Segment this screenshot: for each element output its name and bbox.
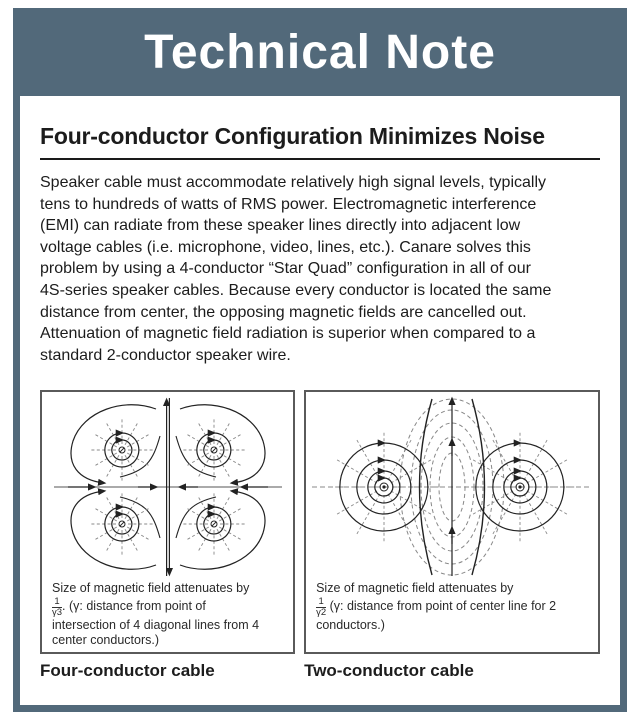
body-line: 4S-series speaker cables. Because every conductor is located the same <box>40 281 552 299</box>
caption-line: $\frac{1}{\gamma 2}$ (γ: distance from point of center line for 2 <box>316 595 557 618</box>
body-line: Attenuation of magnetic field radiation is superior when compared to a <box>40 325 536 343</box>
attenuation-fraction: $\frac{1}{\gamma 2}$ <box>316 595 327 618</box>
caption-line: center conductors.) <box>52 633 159 648</box>
body-line: standard 2-conductor speaker wire. <box>40 346 291 364</box>
article-heading: Four-conductor Configuration Minimizes Noise <box>40 123 600 160</box>
figure-caption-two-conductor <box>306 580 598 633</box>
figure-caption-four-conductor <box>42 580 293 648</box>
figure-label-row <box>40 661 600 681</box>
attenuation-fraction: $\frac{1}{\gamma 3}$ <box>52 595 63 618</box>
figure-row <box>40 390 600 654</box>
body-line: tens to hundreds of watts of RMS power. Electromagnetic interference <box>40 195 537 213</box>
figure-two-conductor <box>304 390 600 654</box>
figure-label-two-conductor: Two-conductor cable <box>304 661 474 681</box>
caption-line: intersection of 4 diagonal lines from 4 <box>52 617 260 632</box>
body-line: distance from center, the opposing magnetic fields are cancelled out. <box>40 303 527 321</box>
two-conductor-field-diagram <box>308 394 596 580</box>
technical-note-banner <box>13 8 627 96</box>
article-body <box>40 172 600 366</box>
four-conductor-field-diagram <box>50 394 286 580</box>
body-line: voltage cables (i.e. microphone, video, lines, etc.). Canare solves this <box>40 238 531 256</box>
content-frame <box>13 96 627 712</box>
banner-title: Technical Note <box>144 25 496 79</box>
caption-line: $\frac{1}{\gamma 3}$ . (γ: distance from point of <box>52 595 206 618</box>
figure-four-conductor <box>40 390 295 654</box>
caption-line: Size of magnetic field attenuates by <box>52 581 250 596</box>
caption-line: Size of magnetic field attenuates by <box>316 581 514 596</box>
body-line: (EMI) can radiate from these speaker lines directly into adjacent low <box>40 217 521 235</box>
body-line: problem by using a 4-conductor “Star Quad” configuration in all of our <box>40 260 531 278</box>
figure-label-four-conductor: Four-conductor cable <box>40 661 215 681</box>
caption-line: conductors.) <box>316 617 385 632</box>
body-line: Speaker cable must accommodate relatively high signal levels, typically <box>40 174 547 191</box>
